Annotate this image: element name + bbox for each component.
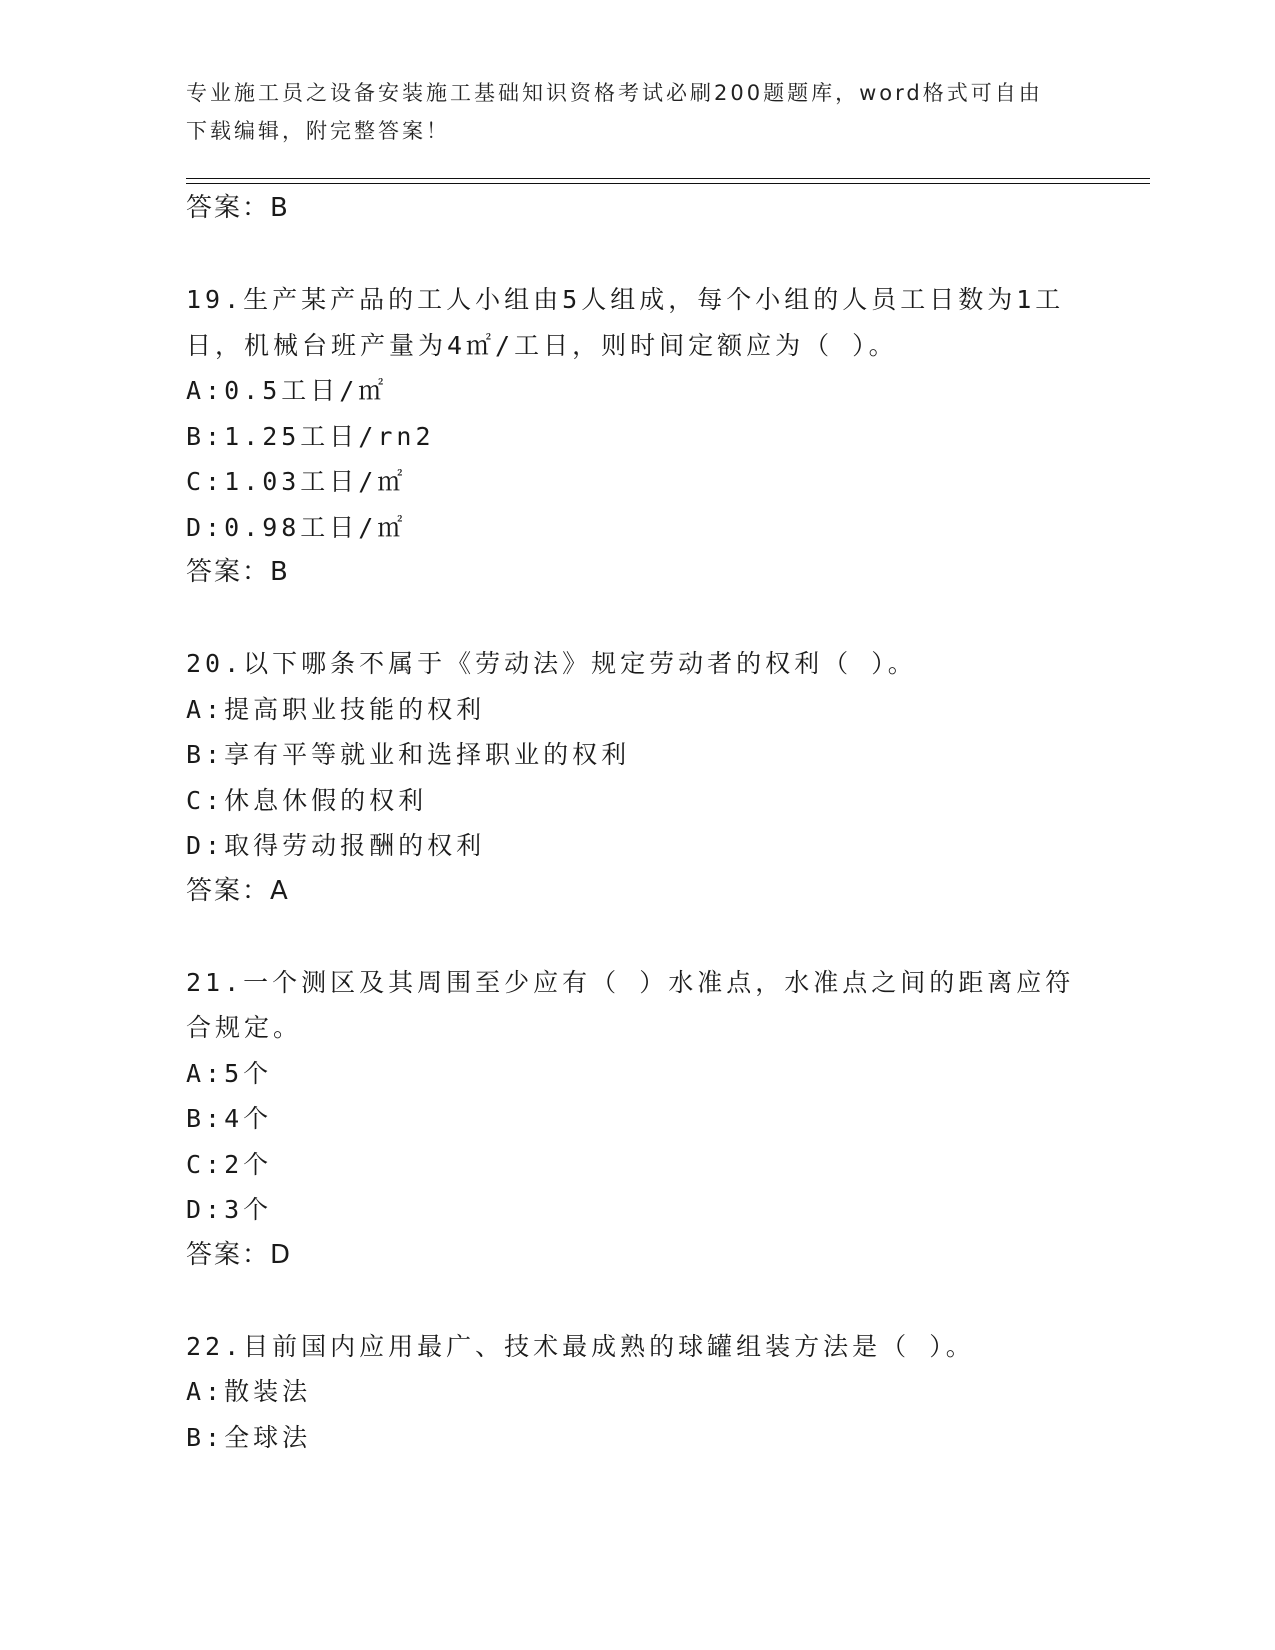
option-d: D:取得劳动报酬的权利 bbox=[186, 831, 486, 860]
header-line-2: 下载编辑，附完整答案！ bbox=[186, 119, 450, 143]
question-stem-line: 日，机械台班产量为4㎡/工日，则时间定额应为（ ）。 bbox=[186, 330, 898, 360]
answer: 答案：D bbox=[186, 1239, 293, 1270]
option-c: C:2个 bbox=[186, 1149, 273, 1179]
question-22 bbox=[186, 1324, 1186, 1461]
answer: 答案：B bbox=[186, 557, 290, 587]
question-stem-line: 19.生产某产品的工人小组由5人组成，每个小组的人员工日数为1工 bbox=[186, 285, 1065, 314]
option-b: B:4个 bbox=[186, 1104, 273, 1133]
question-20 bbox=[186, 641, 1186, 914]
option-c: C:1.03工日/㎡ bbox=[186, 467, 407, 496]
option-d: D:3个 bbox=[186, 1195, 273, 1224]
question-stem-line: 合规定。 bbox=[186, 1013, 303, 1042]
question-19 bbox=[186, 277, 1186, 596]
question-list bbox=[186, 186, 1186, 1460]
header-line-1: 专业施工员之设备安装施工基础知识资格考试必刷200题题库，word格式可自由 bbox=[186, 81, 1043, 105]
question-stem-line: 21.一个测区及其周围至少应有（ ）水准点，水准点之间的距离应符 bbox=[186, 967, 1075, 997]
question-stem-line: 22.目前国内应用最广、技术最成熟的球罐组装方法是（ ）。 bbox=[186, 1331, 975, 1361]
previous-answer: 答案：B bbox=[186, 193, 290, 223]
option-a: A:提高职业技能的权利 bbox=[186, 694, 486, 724]
question-stem-line: 20.以下哪条不属于《劳动法》规定劳动者的权利（ ）。 bbox=[186, 649, 917, 678]
question-21 bbox=[186, 960, 1186, 1279]
option-c: C:休息休假的权利 bbox=[186, 785, 428, 815]
document-header bbox=[186, 74, 1066, 150]
option-a: A:0.5工日/㎡ bbox=[186, 376, 388, 405]
option-b: B:享有平等就业和选择职业的权利 bbox=[186, 740, 631, 769]
option-d: D:0.98工日/㎡ bbox=[186, 512, 407, 542]
header-divider-top bbox=[186, 178, 1150, 179]
option-b: B:1.25工日/rn2 bbox=[186, 421, 435, 451]
option-b: B:全球法 bbox=[186, 1422, 312, 1452]
answer: 答案：A bbox=[186, 875, 290, 906]
option-a: A:散装法 bbox=[186, 1377, 312, 1406]
header-divider-bottom bbox=[186, 183, 1150, 184]
option-a: A:5个 bbox=[186, 1058, 273, 1088]
